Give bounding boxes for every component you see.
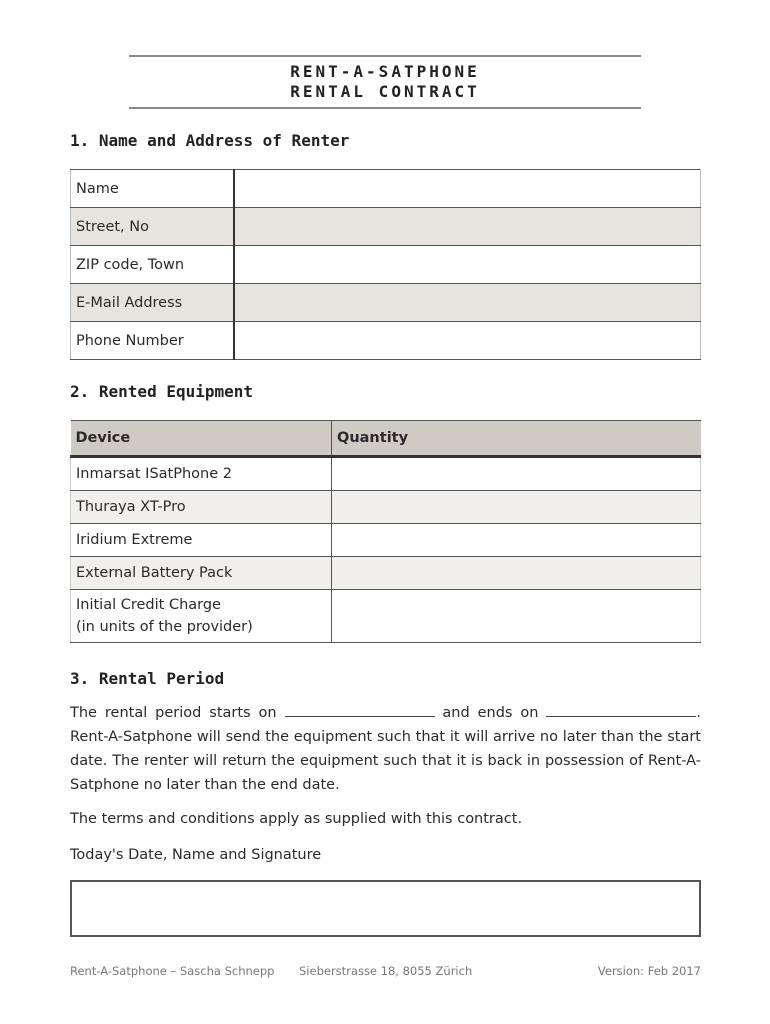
- signature-box[interactable]: [70, 880, 701, 937]
- field-label-phone: Phone Number: [71, 322, 234, 360]
- quantity-field[interactable]: [332, 557, 701, 590]
- column-header-device: Device: [71, 421, 332, 457]
- period-text-start: The rental period starts on: [70, 705, 277, 721]
- table-header-row: [71, 421, 701, 457]
- table-row: [71, 491, 701, 524]
- device-name: Thuraya XT-Pro: [71, 491, 332, 524]
- table-row: [71, 170, 701, 208]
- start-date-blank[interactable]: [285, 702, 435, 717]
- table-row: [71, 457, 701, 491]
- table-row: [71, 246, 701, 284]
- period-text-mid: and ends on: [442, 705, 539, 721]
- period-text-end: .: [696, 705, 701, 721]
- section-2-heading: 2. Rented Equipment: [70, 382, 254, 401]
- contract-title-block: [129, 55, 641, 109]
- period-text-rest: Rent-A-Satphone will send the equipment such that it will arrive no later than the start date. The renter will return the equipment such that it is back in possession of Rent-A-Satphone no later than the end date.: [70, 729, 701, 793]
- end-date-blank[interactable]: [546, 702, 696, 717]
- device-name: External Battery Pack: [71, 557, 332, 590]
- quantity-field[interactable]: [332, 524, 701, 557]
- zip-town-field[interactable]: [234, 246, 701, 284]
- column-header-quantity: Quantity: [332, 421, 701, 457]
- field-label-email: E-Mail Address: [71, 284, 234, 322]
- credit-charge-label: Initial Credit Charge: [76, 597, 221, 613]
- device-name: Inmarsat ISatPhone 2: [71, 457, 332, 491]
- phone-field[interactable]: [234, 322, 701, 360]
- field-label-zip: ZIP code, Town: [71, 246, 234, 284]
- footer-company: Rent-A-Satphone – Sascha Schnepp: [70, 964, 275, 978]
- field-label-name: Name: [71, 170, 234, 208]
- rental-period-paragraph: [70, 701, 701, 797]
- field-label-street: Street, No: [71, 208, 234, 246]
- quantity-field[interactable]: [332, 491, 701, 524]
- device-name: [71, 590, 332, 643]
- table-row: [71, 590, 701, 643]
- credit-charge-field[interactable]: [332, 590, 701, 643]
- section-3-heading: 3. Rental Period: [70, 669, 225, 688]
- terms-text: The terms and conditions apply as supplied with this contract.: [70, 811, 523, 827]
- signature-label: Today's Date, Name and Signature: [70, 847, 322, 863]
- quantity-field[interactable]: [332, 457, 701, 491]
- email-field[interactable]: [234, 284, 701, 322]
- title-line-1: RENT-A-SATPHONE: [290, 62, 480, 81]
- table-row: [71, 524, 701, 557]
- renter-details-table: [70, 169, 701, 360]
- device-name: Iridium Extreme: [71, 524, 332, 557]
- name-field[interactable]: [234, 170, 701, 208]
- table-row: [71, 557, 701, 590]
- section-1-heading: 1. Name and Address of Renter: [70, 131, 350, 150]
- table-row: [71, 284, 701, 322]
- table-row: [71, 322, 701, 360]
- table-row: [71, 208, 701, 246]
- footer-version: Version: Feb 2017: [597, 964, 701, 978]
- equipment-table: [70, 420, 701, 643]
- street-field[interactable]: [234, 208, 701, 246]
- footer-address: Sieberstrasse 18, 8055 Zürich: [299, 964, 473, 978]
- credit-charge-note: (in units of the provider): [76, 619, 253, 635]
- title-line-2: RENTAL CONTRACT: [290, 82, 480, 101]
